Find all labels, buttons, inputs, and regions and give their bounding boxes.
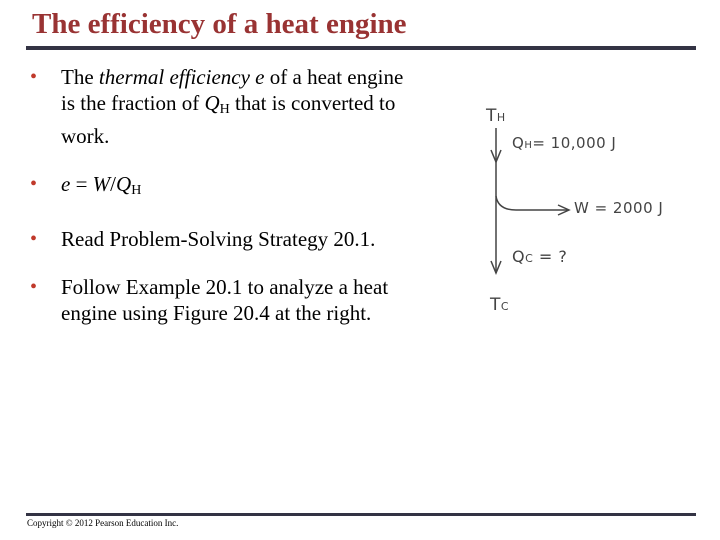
- work-label: W = 2000 J: [574, 199, 664, 217]
- tc-label: TC: [490, 295, 510, 315]
- title-divider: [26, 46, 696, 50]
- bullet-dot: •: [30, 228, 38, 250]
- th-label: TH: [486, 106, 506, 126]
- bullet-read-strategy: • Read Problem-Solving Strategy 20.1.: [30, 227, 376, 251]
- bullet-follow-example: • Follow Example 20.1 to analyze a heat engine using Figure 20.4 at the right.: [30, 275, 389, 325]
- qh-label: QH= 10,000 J: [512, 134, 617, 152]
- bullet-dot: •: [30, 173, 38, 195]
- bullet-thermal-efficiency: • The thermal efficiency e of a heat engine is the fraction of $Q_H$ that is converted to work.: [30, 65, 404, 148]
- bullet-efficiency-formula: • $e = W/Q_H$: [30, 172, 142, 198]
- heat-engine-figure: [482, 98, 682, 328]
- bullet-dot: •: [30, 276, 38, 298]
- work-line: [496, 196, 568, 210]
- footer-divider: [26, 513, 696, 516]
- copyright-footer: Copyright © 2012 Pearson Education Inc.: [27, 518, 179, 528]
- qc-label: QC = ?: [512, 247, 568, 266]
- bullet-list: [30, 64, 420, 326]
- slide-title: The efficiency of a heat engine: [32, 8, 407, 40]
- bullet-dot: •: [30, 66, 38, 88]
